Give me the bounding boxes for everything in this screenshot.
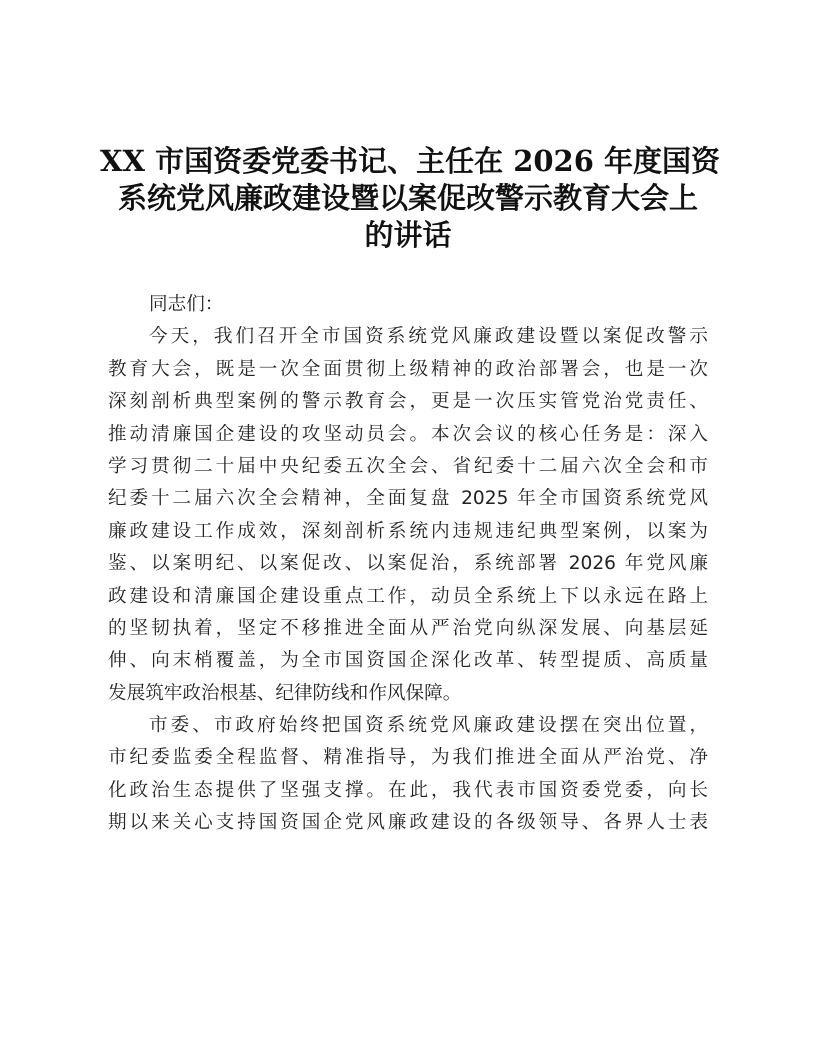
paragraph-line: 政建设和清廉国企建设重点工作，动员全系统上下以永远在路上: [108, 585, 708, 607]
paragraph-line: 化政治生态提供了坚强支撑。在此，我代表市国资委党委，向长: [108, 779, 708, 801]
paragraph-line: 学习贯彻二十届中央纪委五次全会、省纪委十二届六次全会和市: [108, 455, 708, 477]
paragraph-line: 市纪委监委全程监督、精准指导，为我们推进全面从严治党、净: [108, 747, 708, 769]
paragraph-line: 今天，我们召开全市国资系统党风廉政建设暨以案促改警示: [149, 326, 708, 348]
paragraph-line: 推动清廉国企建设的攻坚动员会。本次会议的核心任务是：深入: [108, 423, 708, 445]
title-line: 的讲话: [364, 218, 452, 252]
paragraph-line: 教育大会，既是一次全面贯彻上级精神的政治部署会，也是一次: [108, 358, 708, 380]
paragraph-line: 市委、市政府始终把国资系统党风廉政建设摆在突出位置，: [149, 715, 708, 737]
paragraph-line: 鉴、以案明纪、以案促改、以案促治，系统部署 2026 年党风廉: [108, 553, 708, 575]
paragraph-line: 发展筑牢政治根基、纪律防线和作风保障。: [108, 682, 462, 704]
paragraph-line: 深刻剖析典型案例的警示教育会，更是一次压实管党治党责任、: [108, 391, 708, 413]
title-line: 系统党风廉政建设暨以案促改警示教育大会上: [117, 181, 698, 215]
paragraph-line: 廉政建设工作成效，深刻剖析系统内违规违纪典型案例，以案为: [108, 520, 708, 542]
paragraph-line: 期以来关心支持国资国企党风廉政建设的各级领导、各界人士表: [108, 812, 708, 834]
paragraph-line: 纪委十二届六次全会精神，全面复盘 2025 年全市国资系统党风: [108, 488, 708, 510]
salutation: 同志们：: [149, 294, 224, 315]
paragraph-line: 伸、向末梢覆盖，为全市国资国企深化改革、转型提质、高质量: [108, 650, 708, 672]
title-line: XX 市国资委党委书记、主任在 2026 年度国资: [100, 144, 721, 178]
document-title: [100, 143, 721, 254]
paragraph: [108, 710, 708, 840]
paragraph: [108, 321, 708, 710]
paragraph-line: 的坚韧执着，坚定不移推进全面从严治党向纵深发展、向基层延: [108, 617, 708, 639]
document-body: [108, 289, 708, 840]
